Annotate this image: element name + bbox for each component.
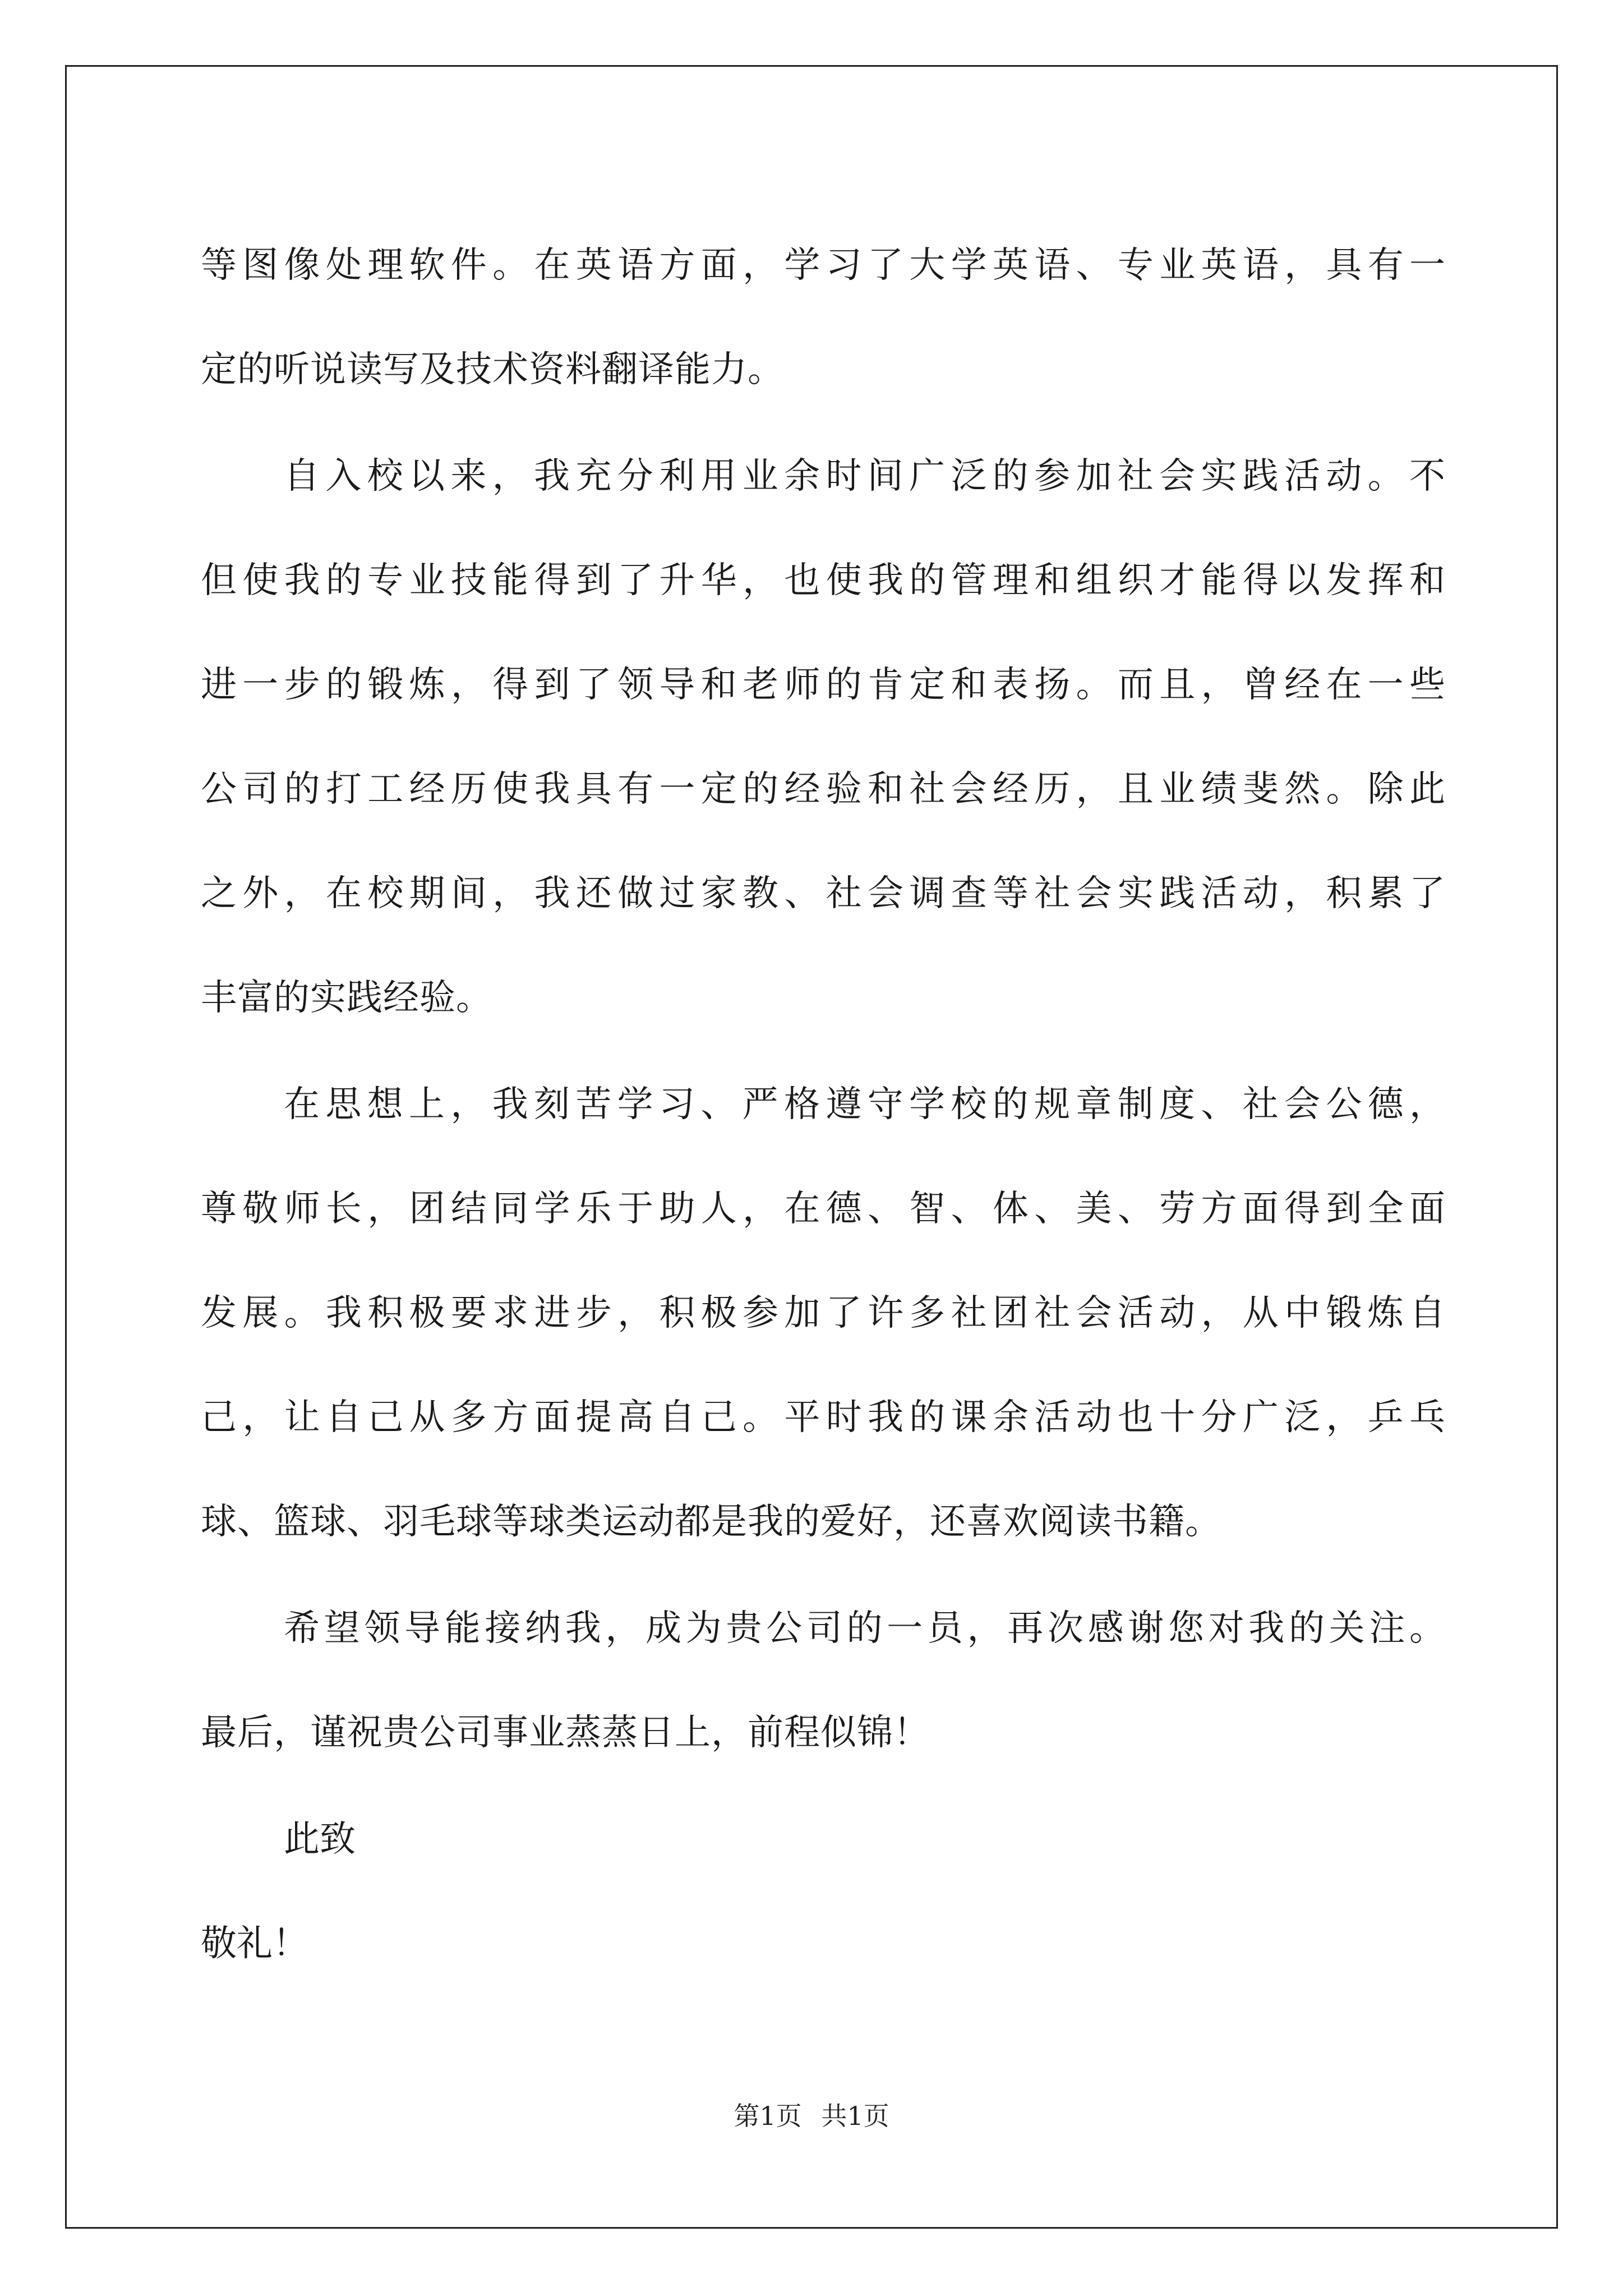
text-line: 最后，谨祝贵公司事业蒸蒸日上，前程似锦！: [201, 1712, 930, 1754]
text-line: 进一步的锻炼，得到了领导和老师的肯定和表扬。而且，曾经在一些: [201, 664, 1446, 706]
text-line: 己，让自己从多方面提高自己。平时我的课余活动也十分广泛，乒乓: [201, 1397, 1446, 1438]
text-line: 公司的打工经历使我具有一定的经验和社会经历，且业绩斐然。除此: [201, 769, 1446, 810]
page-footer: [0, 2096, 1623, 2133]
text-line: 等图像处理软件。在英语方面，学习了大学英语、专业英语，具有一: [201, 245, 1446, 286]
page-number: 第1页: [734, 2101, 802, 2131]
text-line: 定的听说读写及技术资料翻译能力。: [201, 349, 784, 390]
letter-body: [201, 213, 1446, 1996]
page-total: 共1页: [821, 2101, 889, 2131]
text-line: 球、篮球、羽毛球等球类运动都是我的爱好，还喜欢阅读书籍。: [201, 1501, 1221, 1543]
text-line: 发展。我积极要求进步，积极参加了许多社团社会活动，从中锻炼自: [201, 1292, 1446, 1334]
text-line: 希望领导能接纳我，成为贵公司的一员，再次感谢您对我的关注。: [284, 1608, 1446, 1649]
letter-closing: 此致: [284, 1819, 356, 1860]
paragraph-ideology: [201, 1052, 1446, 1574]
text-line: 在思想上，我刻苦学习、严格遵守学校的规章制度、社会公德，: [284, 1084, 1446, 1125]
paragraph-practice: [201, 424, 1446, 1050]
letter-salutation: 敬礼！: [201, 1923, 308, 1964]
text-line: 尊敬师长，团结同学乐于助人，在德、智、体、美、劳方面得到全面: [201, 1188, 1446, 1230]
paragraph-skills: [201, 213, 1446, 422]
text-line: 自入校以来，我充分利用业余时间广泛的参加社会实践活动。不: [284, 455, 1446, 497]
text-line: 之外，在校期间，我还做过家教、社会调查等社会实践活动，积累了: [201, 873, 1446, 914]
text-line: 丰富的实践经验。: [201, 977, 492, 1019]
paragraph-closing-wish: [201, 1576, 1446, 1785]
text-line: 但使我的专业技能得到了升华，也使我的管理和组织才能得以发挥和: [201, 560, 1446, 601]
